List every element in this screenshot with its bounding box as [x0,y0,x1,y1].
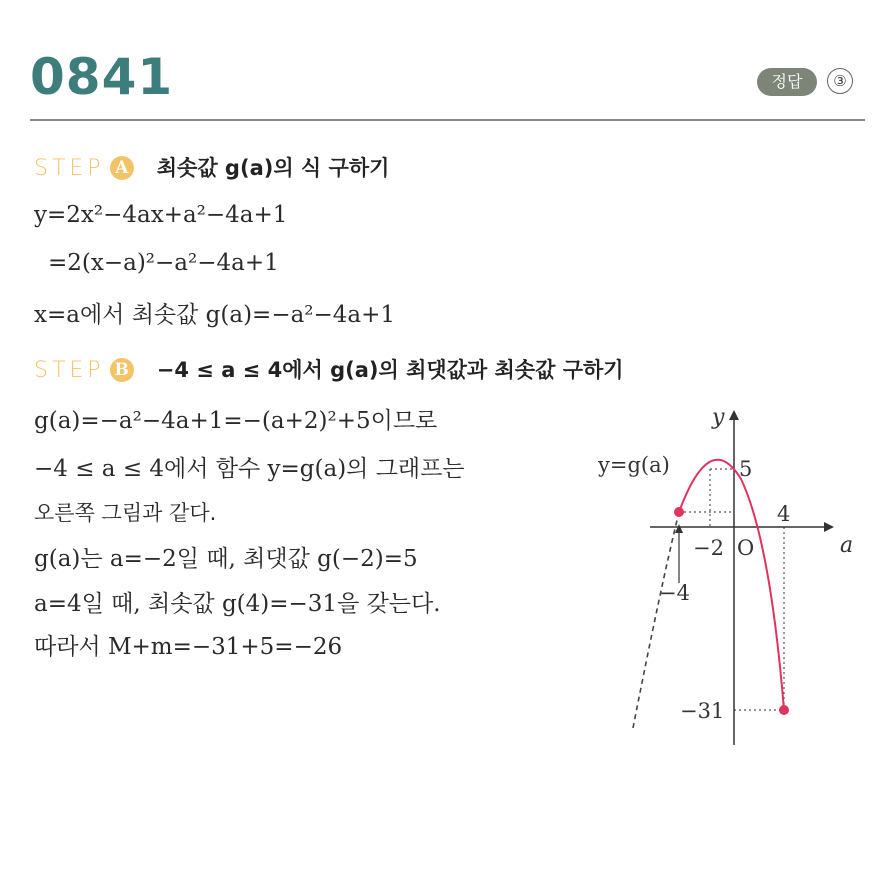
x-axis-label: a [840,533,854,558]
tick-x-vertex: −2 [693,536,724,560]
tick-max-y: 5 [739,457,753,481]
origin-label: O [737,536,755,560]
step-b-tag: STEP [34,358,105,383]
tick-x-left: −4 [659,581,690,605]
step-a-title: 최솟값 g(a)의 식 구하기 [156,156,390,180]
x-axis-arrow [824,522,834,532]
tick-min-y: −31 [680,699,725,723]
right-endpoint [779,705,789,715]
step-a-line-1: y=2x²−4ax+a²−4a+1 [34,202,288,228]
step-a-line-2: =2(x−a)²−a²−4a+1 [48,250,279,276]
tick-x-right: 4 [777,502,791,526]
step-b-line-6: 따라서 M+m=−31+5=−26 [34,634,343,660]
step-b-line-1: g(a)=−a²−4a+1=−(a+2)²+5이므로 [34,408,438,434]
curve-main [679,460,784,710]
y-axis-arrow [729,410,739,420]
step-b-letter: B [110,358,134,382]
step-b-line-5: a=4일 때, 최솟값 g(4)=−31을 갖는다. [34,591,441,617]
answer-badge: 정답 [757,68,817,96]
step-b-line-4: g(a)는 a=−2일 때, 최댓값 g(−2)=5 [34,546,418,572]
step-a-line-3: x=a에서 최솟값 g(a)=−a²−4a+1 [34,302,396,328]
answer-value: ③ [827,68,853,94]
curve-label: y=g(a) [598,453,670,477]
problem-number: 0841 [30,48,174,106]
step-a-letter: A [110,156,134,180]
y-axis-label: y [712,405,725,430]
left-endpoint [674,507,684,517]
curve-extension-dashed [633,512,679,728]
step-b-line-2: −4 ≤ a ≤ 4에서 함수 y=g(a)의 그래프는 [34,456,465,482]
step-a-tag: STEP [34,156,105,181]
step-b-title: −4 ≤ a ≤ 4에서 g(a)의 최댓값과 최솟값 구하기 [156,358,624,382]
step-b-line-3: 오른쪽 그림과 같다. [34,501,217,525]
